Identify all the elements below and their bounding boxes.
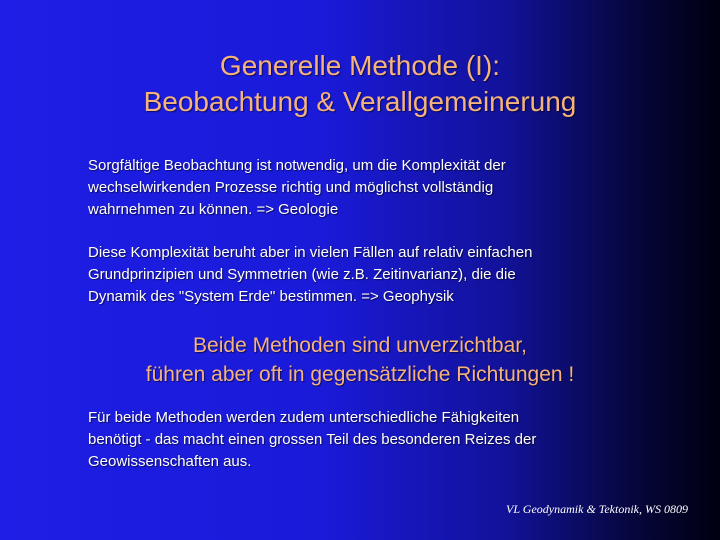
highlight-line-1: Beide Methoden sind unverzichtbar, bbox=[193, 334, 527, 357]
highlight-statement bbox=[0, 331, 720, 389]
slide-title-line-1: Generelle Methode (I): bbox=[219, 50, 501, 81]
paragraph-observation bbox=[88, 155, 648, 221]
paragraph-line: Für beide Methoden werden zudem unterschiedliche Fähigkeiten bbox=[88, 409, 520, 426]
paragraph-line: Geowissenschaften aus. bbox=[88, 453, 252, 470]
paragraph-line: Sorgfältige Beobachtung ist notwendig, um die Komplexität der bbox=[88, 157, 506, 174]
paragraph-line: benötigt - das macht einen grossen Teil des besonderen Reizes der bbox=[88, 431, 537, 448]
highlight-line-2: führen aber oft in gegensätzliche Richtungen ! bbox=[145, 363, 575, 386]
slide-title bbox=[0, 48, 720, 120]
slide-title-line-2: Beobachtung & Verallgemeinerung bbox=[143, 86, 577, 117]
paragraph-generalization bbox=[88, 242, 648, 308]
slide-footer: VL Geodynamik & Tektonik, WS 0809 bbox=[506, 502, 688, 516]
paragraph-line: wechselwirkenden Prozesse richtig und möglichst vollständig bbox=[88, 179, 494, 196]
paragraph-line: Dynamik des "System Erde" bestimmen. => Geophysik bbox=[88, 288, 454, 305]
paragraph-line: Diese Komplexität beruht aber in vielen Fällen auf relativ einfachen bbox=[88, 244, 533, 261]
paragraph-line: wahrnehmen zu können. => Geologie bbox=[88, 201, 339, 218]
paragraph-skills bbox=[88, 407, 648, 473]
paragraph-line: Grundprinzipien und Symmetrien (wie z.B. Zeitinvarianz), die die bbox=[88, 266, 516, 283]
